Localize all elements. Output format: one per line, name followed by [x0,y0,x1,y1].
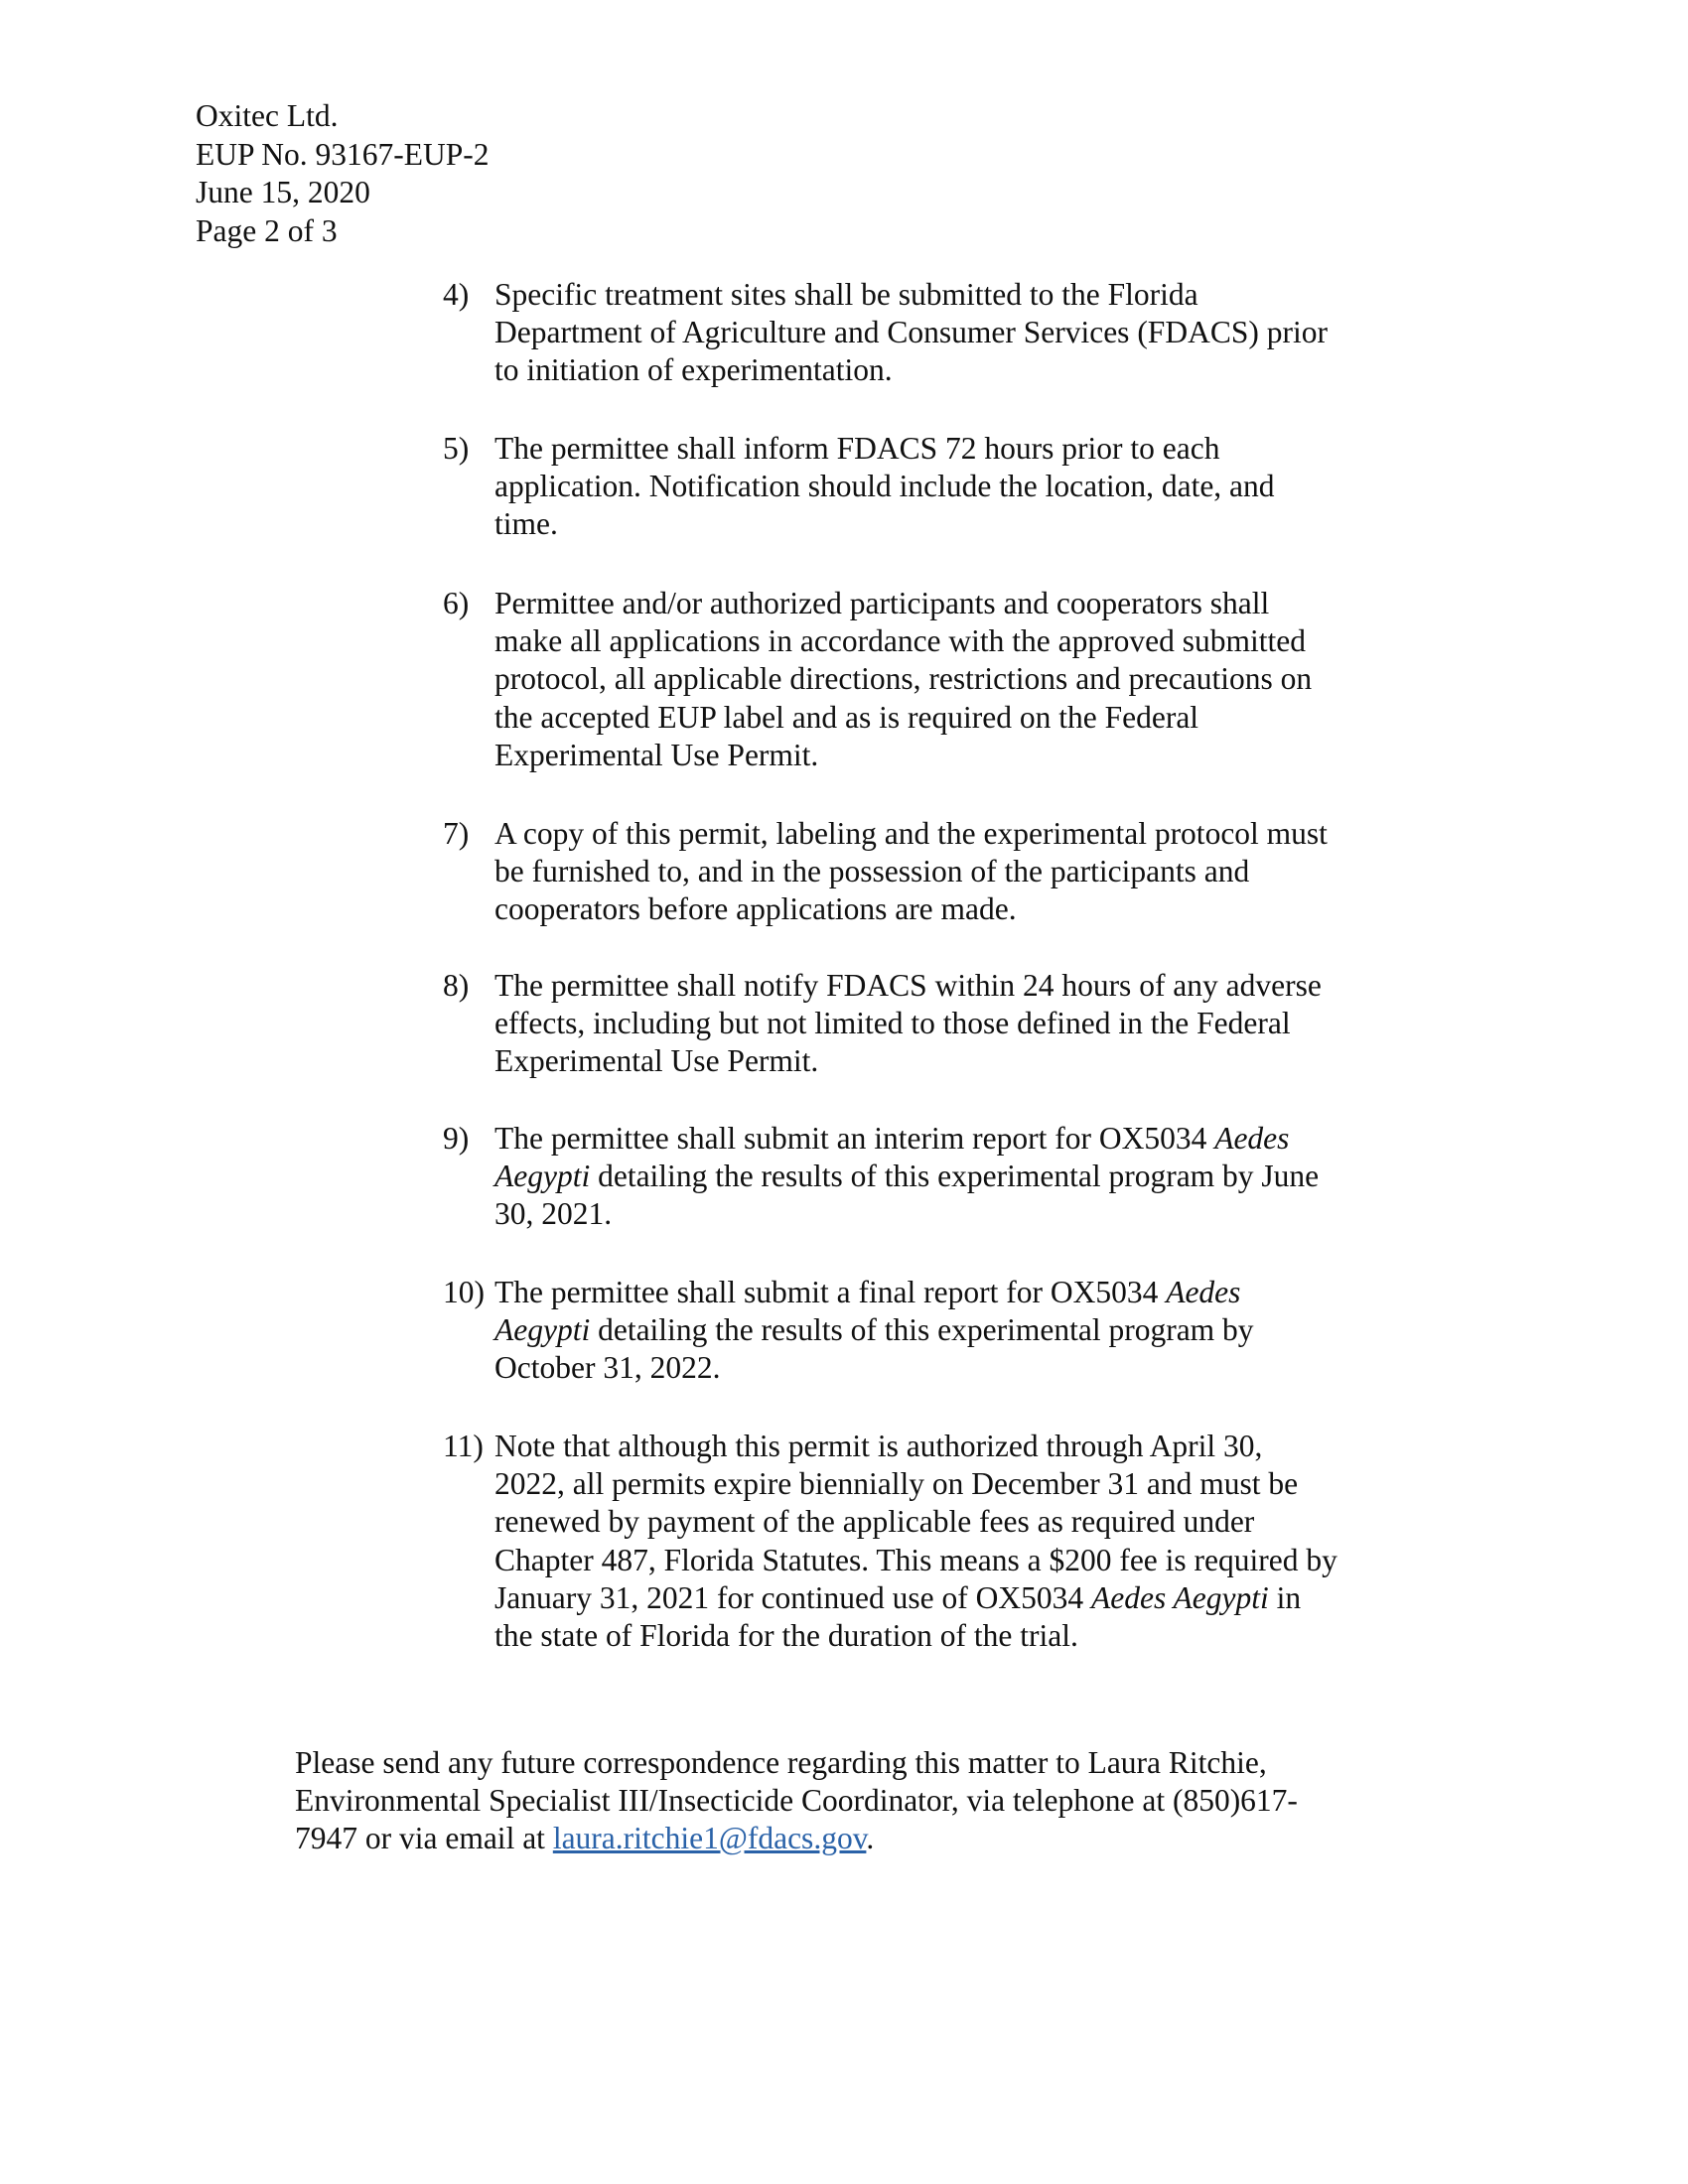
species-name: Aedes [1214,1121,1290,1156]
species-name: Aedes Aegypti [1091,1579,1269,1615]
item-line: A copy of this permit, labeling and the experimental protocol must [494,816,1328,851]
item-line: 2022, all permits expire biennially on December 31 and must be [494,1466,1299,1502]
item-line: October 31, 2022. [494,1350,721,1386]
item-number: 10) [443,1275,485,1309]
item-line: Permittee and/or authorized participants and cooperators shall [494,586,1270,620]
footer-line: Please send any future correspondence regarding this matter to Laura Ritchie, [295,1745,1267,1780]
item-line: Experimental Use Permit. [494,1043,819,1079]
item-line: The permittee shall inform FDACS 72 hours prior to each [494,431,1220,466]
item-text [494,1274,1388,1388]
item-line: Department of Agriculture and Consumer Services (FDACS) prior [494,315,1328,350]
item-line: cooperators before applications are made. [494,891,1017,927]
item-line: detailing the results of this experimental program by June [590,1159,1320,1194]
item-line: The permittee shall notify FDACS within 24 hours of any adverse [494,968,1322,1003]
item-line: time. [494,506,558,542]
item-line: application. Notification should include the location, date, and [494,469,1275,504]
closing-paragraph [295,1744,1437,1858]
item-line: protocol, all applicable directions, restrictions and precautions on [494,661,1313,697]
condition-item [443,1428,1396,1655]
item-text [494,1120,1388,1234]
condition-item [443,967,1396,1081]
item-line: in [1268,1579,1302,1615]
item-line: The permittee shall submit a final report for OX5034 [494,1275,1167,1309]
item-text [494,1428,1388,1655]
item-line: Note that although this permit is authorized through April 30, [494,1429,1263,1463]
condition-item [443,585,1396,774]
item-line: January 31, 2021 for continued use of OX5034 [494,1579,1092,1615]
item-number: 7) [443,816,470,851]
species-name: Aedes [1166,1275,1241,1309]
item-text [494,815,1388,929]
condition-item [443,815,1396,929]
company-name: Oxitec Ltd. [196,98,339,133]
condition-item [443,1274,1396,1388]
item-line: the accepted EUP label and as is required on the Federal [494,699,1199,735]
condition-item [443,1120,1396,1234]
footer-line: Environmental Specialist III/Insecticide Coordinator, via telephone at (850)617- [295,1783,1298,1819]
item-text [494,276,1388,390]
email-link[interactable]: laura.ritchie1@fdacs.gov [552,1821,867,1856]
item-line: effects, including but not limited to those defined in the Federal [494,1006,1291,1041]
species-name: Aegypti [494,1312,591,1348]
footer-text: 7947 or via email at [295,1821,553,1856]
eup-number: EUP No. 93167-EUP-2 [196,136,490,172]
item-line: be furnished to, and in the possession of the participants and [494,854,1250,889]
species-name: Aegypti [494,1159,591,1194]
condition-item [443,430,1396,544]
item-number: 4) [443,277,470,312]
item-number: 5) [443,431,470,466]
item-text [494,967,1388,1081]
page-number: Page 2 of 3 [196,212,338,248]
item-line: Experimental Use Permit. [494,737,819,772]
letter-date: June 15, 2020 [196,175,370,209]
item-line: detailing the results of this experimental program by [590,1312,1254,1348]
item-line: make all applications in accordance with the approved submitted [494,623,1306,659]
item-number: 9) [443,1121,470,1156]
item-line: 30, 2021. [494,1196,613,1232]
footer-text: . [866,1821,875,1856]
item-text [494,585,1388,774]
item-line: the state of Florida for the duration of the trial. [494,1618,1078,1654]
item-line: The permittee shall submit an interim report for OX5034 [494,1121,1215,1156]
item-line: Chapter 487, Florida Statutes. This means a $200 fee is required by [494,1542,1337,1577]
item-line: renewed by payment of the applicable fees as required under [494,1504,1255,1540]
item-text [494,430,1388,544]
item-number: 6) [443,586,470,620]
footer-line [295,1820,1437,1857]
item-line: Specific treatment sites shall be submitted to the Florida [494,277,1198,312]
item-line: to initiation of experimentation. [494,352,893,388]
item-number: 11) [443,1429,484,1463]
item-number: 8) [443,968,470,1003]
condition-item [443,276,1396,390]
letter-header [196,97,791,250]
